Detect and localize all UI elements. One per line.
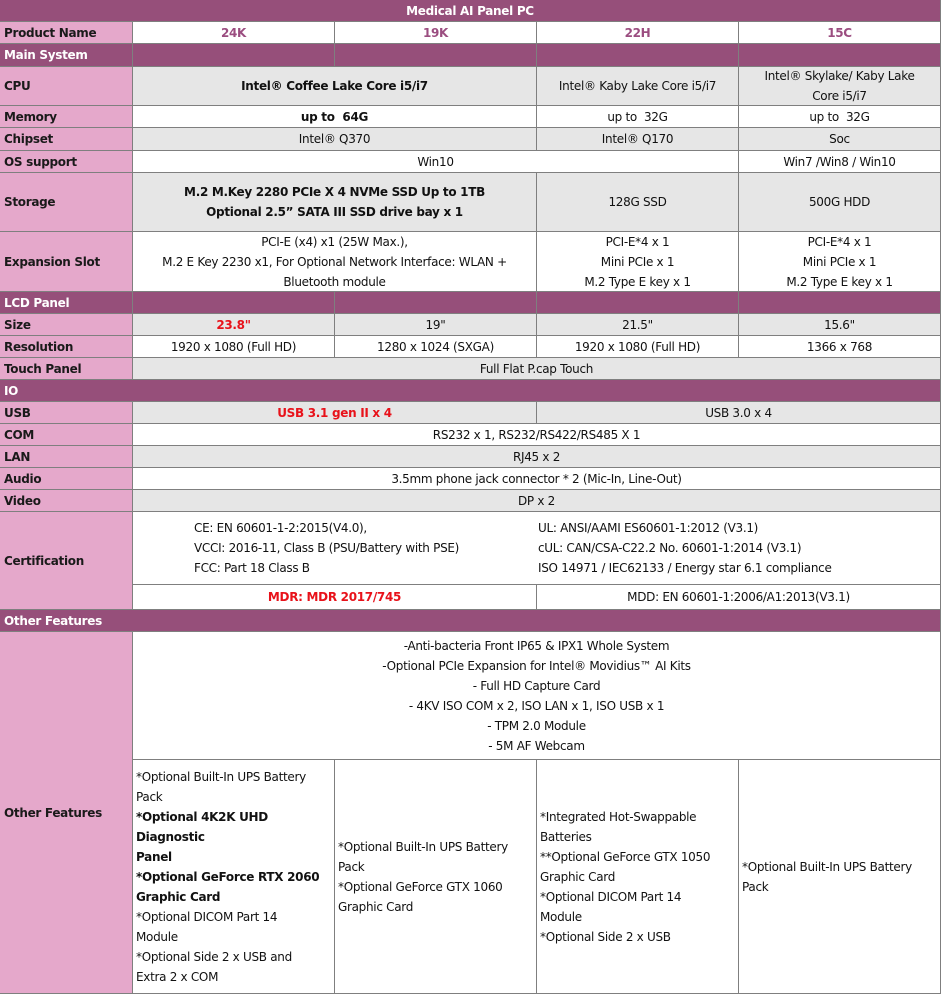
feature-line: *Optional Built-In UPS Battery <box>338 839 508 854</box>
memory-24k-19k: up to 64G <box>133 106 537 128</box>
row-label-com: COM <box>0 424 133 446</box>
row-label-os: OS support <box>0 151 133 173</box>
cpu-24k-19k: Intel® Coffee Lake Core i5/i7 <box>133 67 537 106</box>
cpu-15c-line: Intel® Skylake/ Kaby Lake <box>764 69 915 83</box>
cert-line: VCCI: 2016-11, Class B (PSU/Battery with PSE) <box>194 541 460 555</box>
expansion-22h <box>537 232 739 292</box>
certification-right <box>537 512 941 585</box>
row-label-lan: LAN <box>0 446 133 468</box>
feature-line: -Optional PCIe Expansion for Intel® Movidius™ AI Kits <box>382 659 691 673</box>
feature-line: *Optional Side 2 x USB and <box>136 949 292 964</box>
size-15c: 15.6" <box>739 314 941 336</box>
lan-all: RJ45 x 2 <box>133 446 941 468</box>
usb-24k-19k: USB 3.1 gen II x 4 <box>133 402 537 424</box>
size-22h: 21.5" <box>537 314 739 336</box>
expansion-line: Mini PCIe x 1 <box>600 254 675 269</box>
expansion-24k-19k <box>133 232 537 292</box>
feature-line: *Integrated Hot-Swappable <box>540 809 697 824</box>
cert-line: cUL: CAN/CSA-C22.2 No. 60601-1:2014 (V3.1) <box>538 541 802 555</box>
expansion-line: Mini PCIe x 1 <box>802 254 877 269</box>
table-title: Medical AI Panel PC <box>0 0 941 22</box>
feature-line: *Optional Built-In UPS Battery <box>742 859 912 874</box>
storage-15c: 500G HDD <box>739 173 941 232</box>
chipset-22h: Intel® Q170 <box>537 128 739 151</box>
resolution-19k: 1280 x 1024 (SXGA) <box>335 336 537 358</box>
feature-line: Module <box>540 909 582 924</box>
os-24k-19k-22h: Win10 <box>133 151 739 173</box>
feature-line: Graphic Card <box>540 869 616 884</box>
expansion-line: Bluetooth module <box>283 274 386 289</box>
feature-line: *Optional DICOM Part 14 <box>540 889 682 904</box>
feature-line: Pack <box>136 789 163 804</box>
section-cell <box>537 292 739 314</box>
resolution-15c: 1366 x 768 <box>739 336 941 358</box>
expansion-line: PCI-E*4 x 1 <box>605 234 670 249</box>
section-cell <box>335 44 537 67</box>
section-cell <box>739 292 941 314</box>
size-24k: 23.8" <box>133 314 335 336</box>
row-label-cpu: CPU <box>0 67 133 106</box>
cpu-15c <box>739 67 941 106</box>
section-cell <box>537 44 739 67</box>
product-24k: 24K <box>133 22 335 44</box>
audio-all: 3.5mm phone jack connector * 2 (Mic-In, Line-Out) <box>133 468 941 490</box>
feature-line: *Optional Built-In UPS Battery <box>136 769 306 784</box>
row-label-video: Video <box>0 490 133 512</box>
cpu-22h: Intel® Kaby Lake Core i5/i7 <box>537 67 739 106</box>
feature-line: - 5M AF Webcam <box>488 739 585 753</box>
expansion-line: M.2 Type E key x 1 <box>584 274 691 289</box>
feature-line: *Optional Side 2 x USB <box>540 929 671 944</box>
cert-line: UL: ANSI/AAMI ES60601-1:2012 (V3.1) <box>538 521 759 535</box>
feature-line: - 4KV ISO COM x 2, ISO LAN x 1, ISO USB x 1 <box>408 699 665 713</box>
feature-line: - TPM 2.0 Module <box>487 719 586 733</box>
section-io: IO <box>0 380 941 402</box>
cert-line: FCC: Part 18 Class B <box>194 561 310 575</box>
product-19k: 19K <box>335 22 537 44</box>
product-22h: 22H <box>537 22 739 44</box>
row-label-size: Size <box>0 314 133 336</box>
certification-mdr: MDR: MDR 2017/745 <box>133 585 537 610</box>
feature-line: Extra 2 x COM <box>136 969 219 984</box>
other-features-22h <box>537 760 739 994</box>
os-15c: Win7 /Win8 / Win10 <box>739 151 941 173</box>
section-cell <box>133 292 335 314</box>
cpu-15c-line: Core i5/i7 <box>812 89 867 103</box>
feature-line: **Optional GeForce GTX 1050 <box>540 849 711 864</box>
memory-15c: up to 32G <box>739 106 941 128</box>
row-label-expansion-slot: Expansion Slot <box>0 232 133 292</box>
chipset-15c: Soc <box>739 128 941 151</box>
feature-line: Panel <box>136 849 172 864</box>
row-label-usb: USB <box>0 402 133 424</box>
expansion-line: PCI-E (x4) x1 (25W Max.), <box>261 234 408 249</box>
size-19k: 19" <box>335 314 537 336</box>
section-cell <box>739 44 941 67</box>
feature-line: Pack <box>742 879 769 894</box>
resolution-24k: 1920 x 1080 (Full HD) <box>133 336 335 358</box>
section-main-system: Main System <box>0 44 133 67</box>
row-label-certification: Certification <box>0 512 133 610</box>
feature-line: Graphic Card <box>338 899 414 914</box>
section-cell <box>133 44 335 67</box>
certification-mdd: MDD: EN 60601-1:2006/A1:2013(V3.1) <box>537 585 941 610</box>
expansion-line: PCI-E*4 x 1 <box>807 234 872 249</box>
video-all: DP x 2 <box>133 490 941 512</box>
storage-line: M.2 M.Key 2280 PCIe X 4 NVMe SSD Up to 1TB <box>184 185 485 199</box>
feature-line: *Optional GeForce RTX 2060 <box>136 869 320 884</box>
other-features-common <box>133 632 941 760</box>
cert-line: CE: EN 60601-1-2:2015(V4.0), <box>194 521 367 535</box>
feature-line: *Optional DICOM Part 14 <box>136 909 278 924</box>
com-all: RS232 x 1, RS232/RS422/RS485 X 1 <box>133 424 941 446</box>
row-label-touch-panel: Touch Panel <box>0 358 133 380</box>
row-label-storage: Storage <box>0 173 133 232</box>
feature-line: - Full HD Capture Card <box>472 679 601 693</box>
feature-line: Module <box>136 929 178 944</box>
storage-line: Optional 2.5” SATA III SSD drive bay x 1 <box>206 205 463 219</box>
cert-line: ISO 14971 / IEC62133 / Energy star 6.1 compliance <box>538 561 832 575</box>
expansion-line: M.2 Type E key x 1 <box>786 274 893 289</box>
resolution-22h: 1920 x 1080 (Full HD) <box>537 336 739 358</box>
row-label-memory: Memory <box>0 106 133 128</box>
product-15c: 15C <box>739 22 941 44</box>
feature-line: -Anti-bacteria Front IP65 & IPX1 Whole System <box>403 639 670 653</box>
touch-all: Full Flat P.cap Touch <box>133 358 941 380</box>
section-lcd-panel: LCD Panel <box>0 292 133 314</box>
other-features-19k <box>335 760 537 994</box>
expansion-line: M.2 E Key 2230 x1, For Optional Network Interface: WLAN + <box>162 254 507 269</box>
section-cell <box>335 292 537 314</box>
expansion-15c <box>739 232 941 292</box>
row-label-other-features: Other Features <box>0 632 133 994</box>
row-label-chipset: Chipset <box>0 128 133 151</box>
feature-line: Batteries <box>540 829 592 844</box>
feature-line: *Optional GeForce GTX 1060 <box>338 879 503 894</box>
feature-line: *Optional 4K2K UHD Diagnostic <box>136 809 268 844</box>
row-label-resolution: Resolution <box>0 336 133 358</box>
storage-22h: 128G SSD <box>537 173 739 232</box>
product-name-label: Product Name <box>0 22 133 44</box>
feature-line: Pack <box>338 859 365 874</box>
memory-22h: up to 32G <box>537 106 739 128</box>
storage-24k-19k <box>133 173 537 232</box>
chipset-24k-19k: Intel® Q370 <box>133 128 537 151</box>
row-label-audio: Audio <box>0 468 133 490</box>
other-features-15c <box>739 760 941 994</box>
feature-line: Graphic Card <box>136 889 221 904</box>
usb-22h-15c: USB 3.0 x 4 <box>537 402 941 424</box>
section-other-features: Other Features <box>0 610 941 632</box>
other-features-24k <box>133 760 335 994</box>
certification-left <box>133 512 537 585</box>
